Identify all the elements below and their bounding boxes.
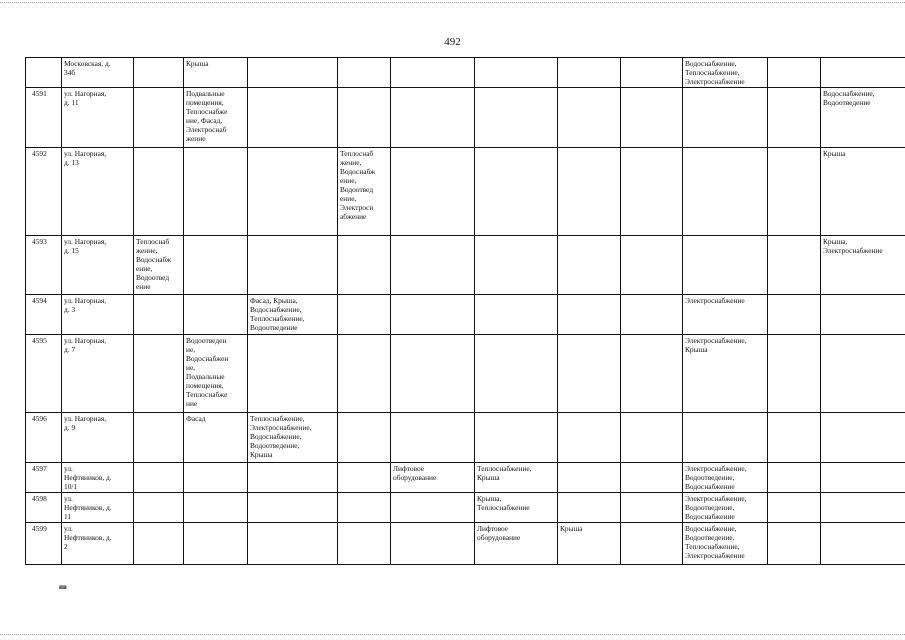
table-cell bbox=[621, 148, 683, 236]
table-cell bbox=[821, 523, 905, 565]
table-cell bbox=[184, 295, 248, 335]
table-cell bbox=[821, 335, 905, 413]
table-cell bbox=[621, 335, 683, 413]
table-cell bbox=[621, 88, 683, 148]
table-cell bbox=[821, 413, 905, 463]
table-cell bbox=[683, 236, 768, 295]
row-number-cell: 4599 bbox=[26, 523, 62, 565]
table-cell bbox=[184, 236, 248, 295]
table-cell bbox=[338, 335, 391, 413]
table-cell bbox=[558, 236, 621, 295]
address-cell: ул. Нагорная, д. 13 bbox=[62, 148, 134, 236]
table-cell bbox=[134, 523, 184, 565]
table-cell: Крыша, Теплоснабжение bbox=[475, 493, 558, 523]
table-cell bbox=[768, 148, 821, 236]
table-cell bbox=[475, 88, 558, 148]
table-cell bbox=[683, 88, 768, 148]
table-cell bbox=[391, 148, 475, 236]
table-cell bbox=[475, 413, 558, 463]
table-cell bbox=[821, 295, 905, 335]
table-cell bbox=[184, 493, 248, 523]
table-cell: Фасад bbox=[184, 413, 248, 463]
address-cell: Московская, д. 34б bbox=[62, 58, 134, 88]
table-row bbox=[26, 335, 905, 413]
table-cell bbox=[338, 493, 391, 523]
table-cell bbox=[768, 335, 821, 413]
table-cell bbox=[391, 295, 475, 335]
table-row bbox=[26, 148, 905, 236]
table-cell bbox=[475, 236, 558, 295]
table-cell: Электроснабжение, Водоотведение, Водоснабжение bbox=[683, 493, 768, 523]
table-row bbox=[26, 463, 905, 493]
table-cell bbox=[184, 148, 248, 236]
table-cell: Теплоснабжение, Электроснабжение, Водоснабжение, Водоотведение, Крыша bbox=[248, 413, 338, 463]
table-cell: Лифтовое оборудование bbox=[391, 463, 475, 493]
table-cell bbox=[768, 523, 821, 565]
table-cell bbox=[248, 335, 338, 413]
table-cell bbox=[248, 463, 338, 493]
scan-edge-top bbox=[0, 2, 905, 7]
table-cell bbox=[184, 463, 248, 493]
table-cell bbox=[248, 236, 338, 295]
table-cell bbox=[558, 335, 621, 413]
row-number-cell: 4596 bbox=[26, 413, 62, 463]
table-cell bbox=[768, 58, 821, 88]
table-cell: Электроснабжение bbox=[683, 295, 768, 335]
table-cell bbox=[768, 463, 821, 493]
table-cell bbox=[134, 295, 184, 335]
table-cell bbox=[248, 148, 338, 236]
table-cell bbox=[184, 523, 248, 565]
table-cell: Крыша bbox=[558, 523, 621, 565]
table-cell bbox=[248, 58, 338, 88]
table-cell: Фасад, Крыша, Водоснабжение, Теплоснабжение, Водоотведение bbox=[248, 295, 338, 335]
address-cell: ул. Нагорная, д. 7 bbox=[62, 335, 134, 413]
address-cell: ул. Нефтяников, д. 10/1 bbox=[62, 463, 134, 493]
table-cell bbox=[621, 463, 683, 493]
table-cell bbox=[338, 413, 391, 463]
table-cell: Водоснабжение, Водоотведение bbox=[821, 88, 905, 148]
row-number-cell: 4592 bbox=[26, 148, 62, 236]
table-cell bbox=[558, 148, 621, 236]
table-cell bbox=[134, 463, 184, 493]
table-cell bbox=[558, 88, 621, 148]
row-number-cell: 4598 bbox=[26, 493, 62, 523]
table-cell bbox=[391, 413, 475, 463]
table-cell bbox=[134, 58, 184, 88]
table-cell: Теплоснаб жение, Водоснабж ение, Водоотвед ение bbox=[134, 236, 184, 295]
row-number-cell: 4593 bbox=[26, 236, 62, 295]
table-row bbox=[26, 523, 905, 565]
table-cell bbox=[338, 523, 391, 565]
table-cell: Подвальные помещения, Теплоснабже ние, Фасад, Электроснаб жение bbox=[184, 88, 248, 148]
table-cell bbox=[621, 236, 683, 295]
table-body bbox=[26, 58, 905, 565]
table-cell bbox=[338, 295, 391, 335]
data-table bbox=[25, 57, 905, 565]
address-cell: ул. Нагорная, д. 11 bbox=[62, 88, 134, 148]
table-cell bbox=[248, 88, 338, 148]
table-cell: Крыша, Электроснабжение bbox=[821, 236, 905, 295]
table-cell bbox=[768, 413, 821, 463]
table-cell bbox=[768, 88, 821, 148]
table-cell bbox=[475, 58, 558, 88]
table-cell bbox=[475, 148, 558, 236]
table-cell: Электроснабжение, Водоотведение, Водоснабжение bbox=[683, 463, 768, 493]
table-cell bbox=[391, 335, 475, 413]
table-cell bbox=[621, 523, 683, 565]
table-cell bbox=[621, 58, 683, 88]
row-number-cell bbox=[26, 58, 62, 88]
table-cell bbox=[338, 88, 391, 148]
table-cell: Лифтовое оборудование bbox=[475, 523, 558, 565]
table-cell bbox=[391, 523, 475, 565]
table-cell: Электроснабжение, Крыша bbox=[683, 335, 768, 413]
table-cell bbox=[821, 463, 905, 493]
table-cell bbox=[134, 148, 184, 236]
table-cell bbox=[821, 58, 905, 88]
table-cell bbox=[621, 493, 683, 523]
row-number-cell: 4597 bbox=[26, 463, 62, 493]
table-cell: Крыша bbox=[821, 148, 905, 236]
table-row bbox=[26, 236, 905, 295]
table-cell: Водоснабжение, Теплоснабжение, Электроснабжение bbox=[683, 58, 768, 88]
address-cell: ул. Нефтяников, д. 2 bbox=[62, 523, 134, 565]
table-cell bbox=[475, 295, 558, 335]
table-cell bbox=[134, 335, 184, 413]
table-cell bbox=[134, 88, 184, 148]
footer-mark: ив bbox=[59, 583, 67, 591]
table-cell bbox=[475, 335, 558, 413]
table-cell: Водоснабжение, Водоотведение, Теплоснабжение, Электроснабжение bbox=[683, 523, 768, 565]
row-number-cell: 4594 bbox=[26, 295, 62, 335]
table-row bbox=[26, 493, 905, 523]
table-cell bbox=[391, 493, 475, 523]
page-number: 492 bbox=[444, 36, 461, 48]
table-cell bbox=[683, 148, 768, 236]
table-cell: Теплоснаб жение, Водоснабж ение, Водоотвед ение, Электроси абжение bbox=[338, 148, 391, 236]
table-cell bbox=[558, 295, 621, 335]
table-cell bbox=[768, 236, 821, 295]
table-cell bbox=[391, 58, 475, 88]
row-number-cell: 4595 bbox=[26, 335, 62, 413]
table-cell bbox=[768, 493, 821, 523]
table-cell bbox=[391, 236, 475, 295]
table-row bbox=[26, 58, 905, 88]
address-cell: ул. Нефтяников, д. 11 bbox=[62, 493, 134, 523]
table-cell bbox=[558, 413, 621, 463]
table-cell: Теплоснабжение, Крыша bbox=[475, 463, 558, 493]
table-cell: Водоотведен ие, Водоснабжен ие, Подвальные помещения, Теплоснабже ние bbox=[184, 335, 248, 413]
table-cell bbox=[683, 413, 768, 463]
row-number-cell: 4591 bbox=[26, 88, 62, 148]
table-row bbox=[26, 88, 905, 148]
address-cell: ул. Нагорная, д. 15 bbox=[62, 236, 134, 295]
table-cell: Крыша bbox=[184, 58, 248, 88]
table-cell bbox=[338, 236, 391, 295]
table-cell bbox=[768, 295, 821, 335]
address-cell: ул. Нагорная, д. 3 bbox=[62, 295, 134, 335]
table-cell bbox=[621, 413, 683, 463]
table-cell bbox=[558, 463, 621, 493]
address-cell: ул. Нагорная, д. 9 bbox=[62, 413, 134, 463]
table-cell bbox=[134, 493, 184, 523]
table-cell bbox=[248, 493, 338, 523]
scan-edge-bottom bbox=[0, 634, 905, 639]
table-row bbox=[26, 413, 905, 463]
table-cell bbox=[134, 413, 184, 463]
table-cell bbox=[338, 463, 391, 493]
table-cell bbox=[621, 295, 683, 335]
table-cell bbox=[248, 523, 338, 565]
table-row bbox=[26, 295, 905, 335]
table-cell bbox=[821, 493, 905, 523]
table-cell bbox=[558, 493, 621, 523]
table-cell bbox=[391, 88, 475, 148]
table-cell bbox=[558, 58, 621, 88]
table-cell bbox=[338, 58, 391, 88]
